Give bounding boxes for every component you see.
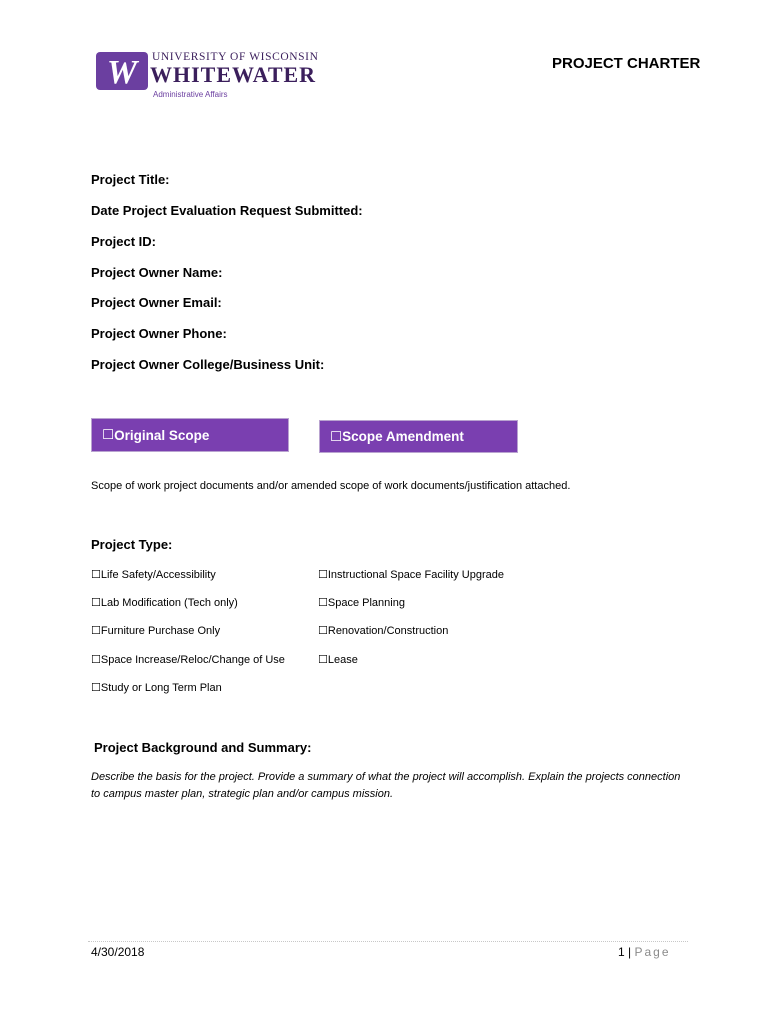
field-project-id: Project ID: (91, 234, 157, 249)
footer-divider (88, 941, 688, 942)
background-heading: Project Background and Summary: (94, 740, 312, 755)
scope-amendment-label: Scope Amendment (342, 429, 464, 444)
checkbox-icon[interactable]: ☐ (91, 682, 101, 694)
project-type-option[interactable]: ☐Study or Long Term Plan (91, 682, 222, 694)
logo-university-text: UNIVERSITY OF WISCONSIN (152, 51, 319, 63)
whitewater-w-logo-icon (96, 50, 148, 92)
project-type-option[interactable]: ☐Lab Modification (Tech only) (91, 597, 238, 609)
logo-subtitle: Administrative Affairs (153, 90, 228, 99)
project-type-option[interactable]: ☐Space Increase/Reloc/Change of Use (91, 654, 285, 666)
checkbox-icon[interactable]: ☐ (318, 654, 328, 666)
scope-note: Scope of work project documents and/or amended scope of work documents/justification attached. (91, 480, 571, 492)
field-owner-unit: Project Owner College/Business Unit: (91, 357, 325, 372)
project-type-option[interactable]: ☐Life Safety/Accessibility (91, 569, 216, 581)
project-type-option[interactable]: ☐Space Planning (318, 597, 405, 609)
project-type-option[interactable]: ☐Instructional Space Facility Upgrade (318, 569, 504, 581)
checkbox-icon[interactable]: ☐ (91, 597, 101, 609)
checkbox-icon[interactable]: ☐ (330, 428, 343, 444)
field-date-submitted: Date Project Evaluation Request Submitted: (91, 203, 363, 218)
project-type-option[interactable]: ☐Renovation/Construction (318, 625, 449, 637)
background-description: Describe the basis for the project. Provide a summary of what the project will accomplish. Explain the projects connection to campus master plan, strategic plan and/or campus mission. (91, 771, 681, 800)
checkbox-icon[interactable]: ☐ (318, 597, 328, 609)
checkbox-icon[interactable]: ☐ (318, 569, 328, 581)
logo-name-text: WHITEWATER (150, 62, 317, 87)
original-scope-option[interactable] (91, 418, 289, 452)
svg-text:W: W (106, 54, 138, 91)
project-type-option[interactable]: ☐Furniture Purchase Only (91, 625, 221, 637)
checkbox-icon[interactable]: ☐ (102, 427, 115, 442)
field-owner-email: Project Owner Email: (91, 295, 222, 310)
project-type-option[interactable]: ☐Lease (318, 654, 358, 666)
checkbox-icon[interactable]: ☐ (91, 625, 101, 637)
footer-page-number: 1 | Page (618, 945, 671, 959)
checkbox-icon[interactable]: ☐ (91, 569, 101, 581)
footer-date: 4/30/2018 (91, 945, 145, 959)
university-logo (96, 50, 336, 102)
checkbox-icon[interactable]: ☐ (318, 625, 328, 637)
checkbox-icon[interactable]: ☐ (91, 654, 101, 666)
field-owner-name: Project Owner Name: (91, 265, 223, 280)
field-owner-phone: Project Owner Phone: (91, 326, 227, 341)
original-scope-label: Original Scope (114, 427, 210, 443)
project-type-heading: Project Type: (91, 537, 173, 552)
document-title: PROJECT CHARTER (552, 55, 701, 72)
field-project-title: Project Title: (91, 172, 170, 187)
scope-amendment-option[interactable] (319, 420, 518, 453)
